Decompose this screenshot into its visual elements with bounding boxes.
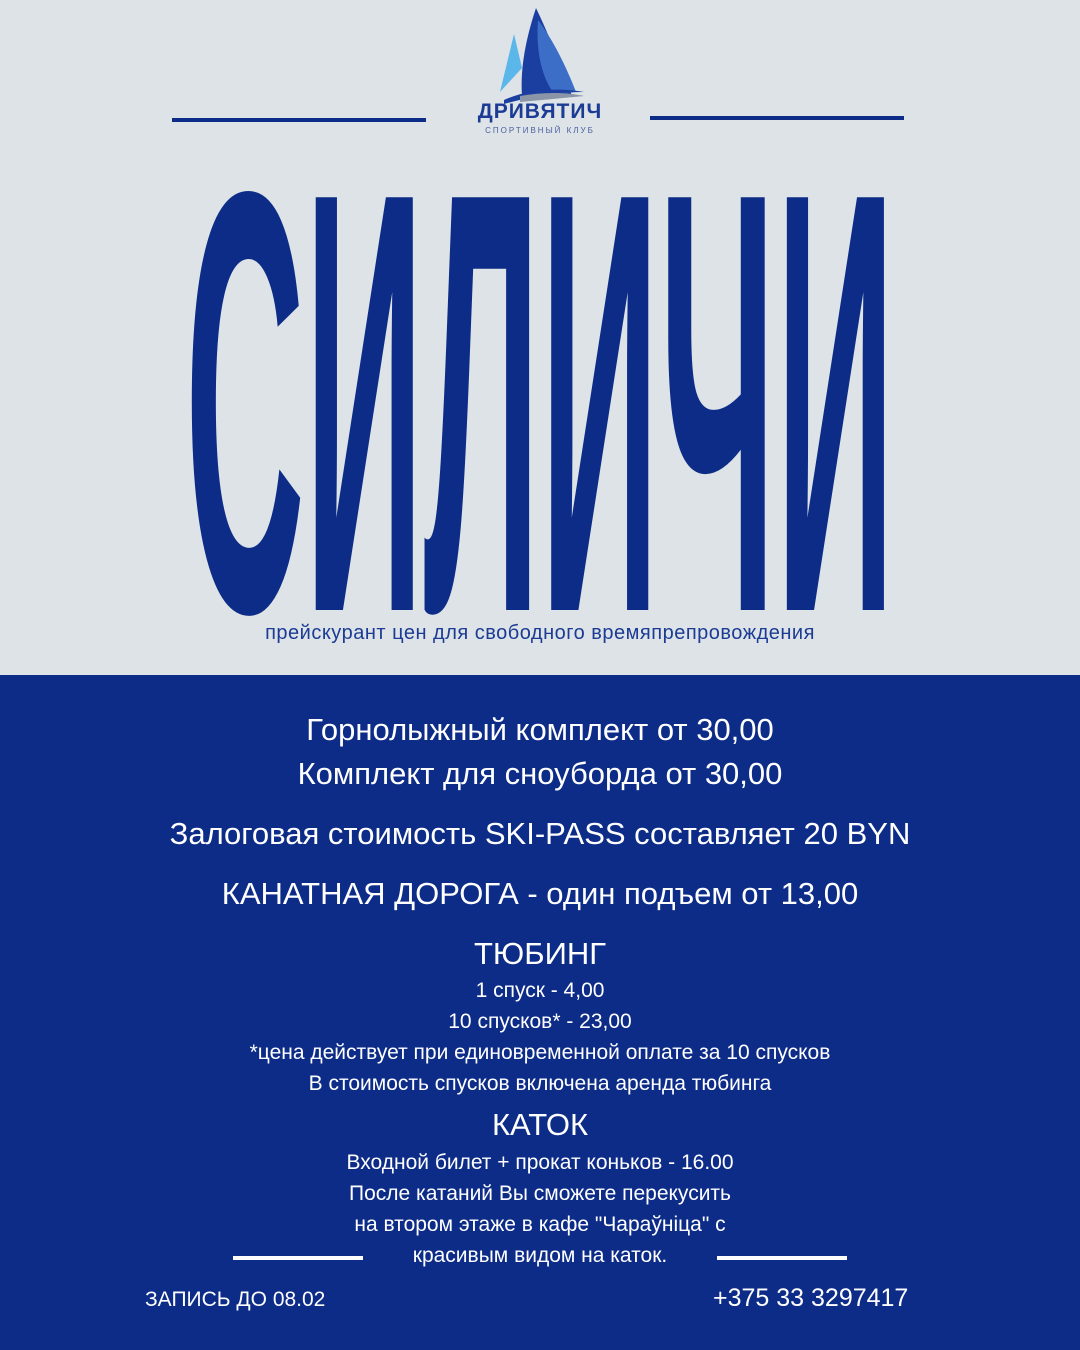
divider-right xyxy=(717,1256,847,1260)
ski-set-price: Горнолыжный комплект от 30,00 xyxy=(306,712,774,747)
phone-number[interactable]: +375 33 3297417 xyxy=(713,1284,909,1312)
divider-left xyxy=(233,1256,363,1260)
tubing-line: 1 спуск - 4,00 xyxy=(475,979,605,1002)
tubing-line: В стоимость спусков включена аренда тюбинга xyxy=(308,1072,772,1095)
hero-subtitle: прейскурант цен для свободного времяпрепровождения xyxy=(265,622,815,644)
tubing-note: *цена действует при единовременной оплате за 10 спусков xyxy=(249,1041,831,1064)
rink-heading: КАТОК xyxy=(491,1107,589,1142)
sailboat-icon xyxy=(480,8,610,108)
snowboard-set-price: Комплект для сноуборда от 30,00 xyxy=(297,756,783,791)
cable-car-price: КАНАТНАЯ ДОРОГА - один подъем от 13,00 xyxy=(221,876,859,911)
rink-line: Входной билет + прокат коньков - 16.00 xyxy=(346,1151,734,1174)
tubing-line: 10 спусков* - 23,00 xyxy=(448,1010,632,1033)
tubing-heading: ТЮБИНГ xyxy=(473,936,607,971)
rink-line: на втором этаже в кафе "Чараўніца" с xyxy=(354,1213,726,1236)
header-rule-right xyxy=(650,116,904,120)
rink-line: После катаний Вы сможете перекусить xyxy=(349,1182,731,1205)
hero-title xyxy=(0,150,1080,630)
brand-tagline: СПОРТИВНЫЙ КЛУБ xyxy=(485,126,595,135)
header-rule-left xyxy=(172,118,426,122)
brand-name: ДРИВЯТИЧ xyxy=(477,100,603,123)
ski-pass-deposit: Залоговая стоимость SKI-PASS составляет 20 BYN xyxy=(169,816,911,851)
rink-line: красивым видом на каток. xyxy=(412,1244,668,1267)
registration-deadline: ЗАПИСЬ ДО 08.02 xyxy=(145,1288,326,1311)
hero-title-text: СИЛИЧИ xyxy=(185,150,895,630)
